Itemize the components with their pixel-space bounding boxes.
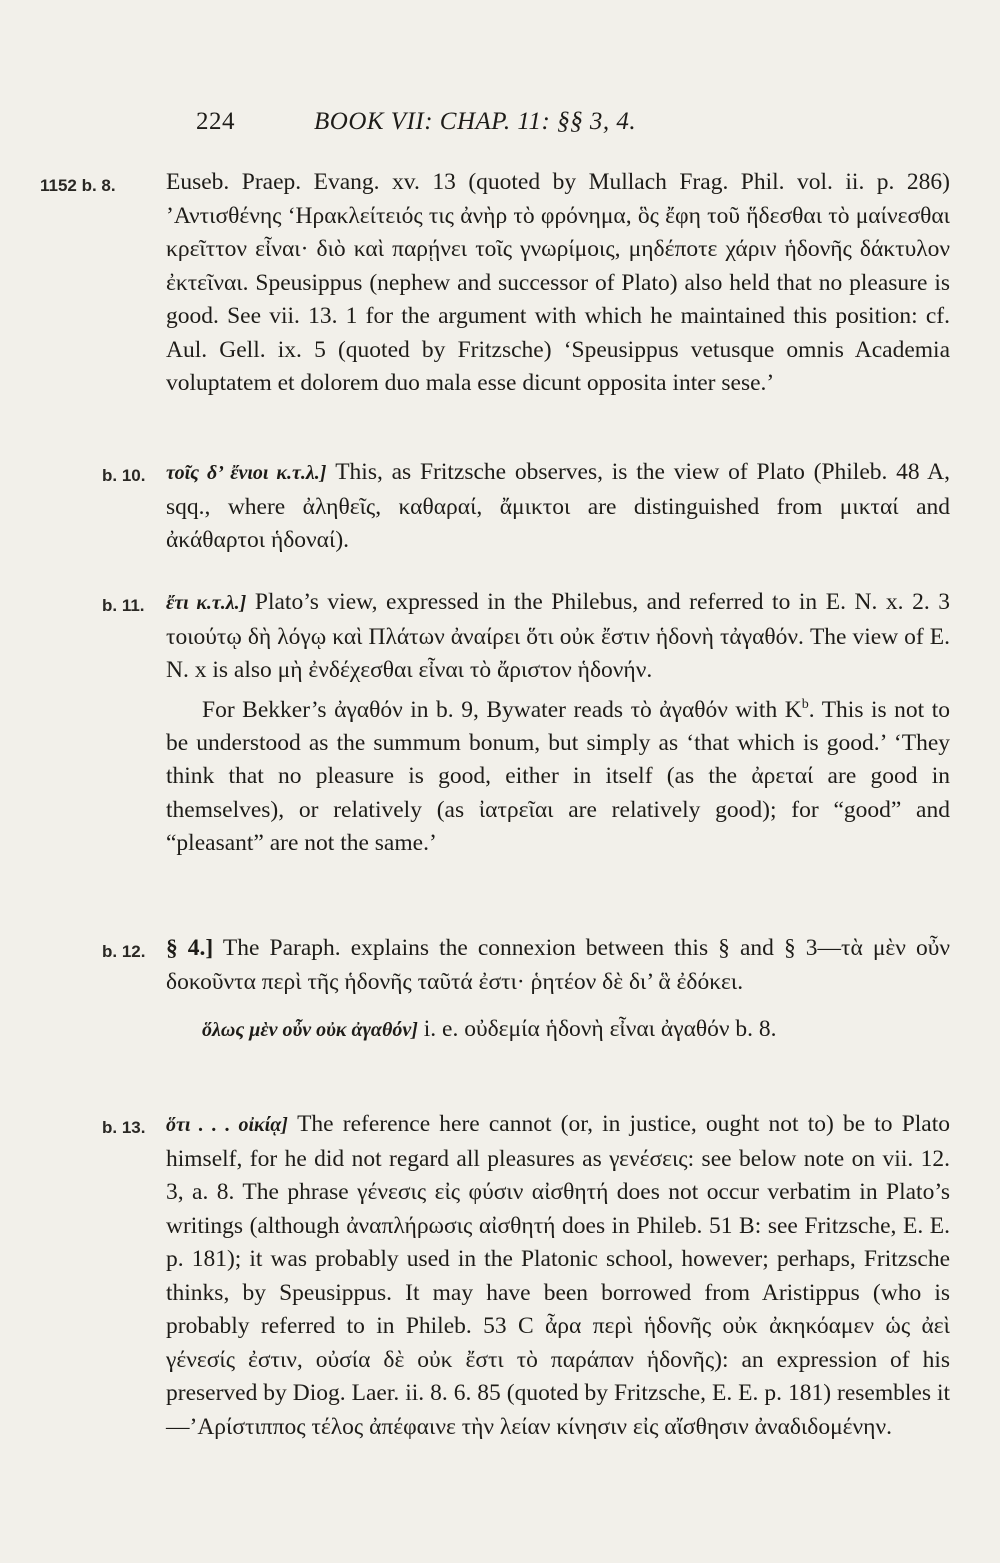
note-reference: 1152 b. 8. xyxy=(40,176,116,195)
running-title: BOOK VII: CHAP. 11: §§ 3, 4. xyxy=(314,108,637,135)
note-body xyxy=(166,586,950,861)
note-reference: b. 10. xyxy=(102,466,146,485)
note-lemma: τοῖς δ’ ἔνιοι κ.τ.λ.] xyxy=(166,462,327,484)
note-text: This, as Fritzsche observes, is the view of Plato (Phileb. 48 A, sqq., where ἀληθεῖς, καθαραί, ἄμικτοι are distinguished from μικταί and ἀκάθαρτοι ἡδοναί). xyxy=(166,459,950,553)
note-text: The Paraph. explains the connexion between this § and § 3—τὰ μὲν οὖν δοκοῦντα περὶ τῆς ἡδονῆς ταῦτά ἐστι· ῥητέον δὲ δι’ ἃ ἐδόκει. xyxy=(166,935,950,995)
note-text: Plato’s view, expressed in the Philebus, and referred to in E. N. x. 2. 3 τοιούτῳ δὴ λόγῳ καὶ Πλάτων ἀναίρει ὅτι οὐκ ἔστιν ἡδονὴ τἀγαθόν. The view of E. N. x is also μὴ ἐνδέχεσθαι εἶναι τὸ ἄριστον ἡδονήν. xyxy=(166,589,950,683)
manuscript-siglum: b xyxy=(801,696,809,712)
note-lemma: ἔτι κ.τ.λ.] xyxy=(166,592,247,614)
note-body xyxy=(166,932,950,1048)
note-lemma: ὅτι . . . οἰκίᾳ] xyxy=(166,1114,288,1136)
note-reference: b. 13. xyxy=(102,1118,146,1137)
note-text: Euseb. Praep. Evang. xv. 13 (quoted by Mullach Frag. Phil. vol. ii. p. 286) ’Αντισθένης ‘Ηρακλείτειός τις ἀνὴρ τὸ φρόνημα, ὃς ἔφη τοῦ ἥδεσθαι τὸ μαίνεσθαι κρεῖττον εἶναι· διὸ καὶ παρῄνει τοῖς γνωρίμοις, μηδέποτε χάριν ἡδονῆς δάκτυλον ἐκτεῖναι. Speusippus (nephew and successor of Plato) also held that no pleasure is good. See vii. 13. 1 for the argument with which he maintained this position: cf. Aul. Gell. ix. 5 (quoted by Fritzsche) ‘Speusippus vetusque omnis Academia voluptatem et dolorem duo mala esse dicunt opposita inter sese.’ xyxy=(166,169,950,396)
note-lemma: § 4.] xyxy=(166,935,214,961)
note-text-secondary: i. e. οὐδεμία ἡδονὴ εἶναι ἀγαθόν b. 8. xyxy=(423,1016,777,1042)
note-body xyxy=(166,166,950,401)
note-text: The reference here cannot (or, in justice, ought not to) be to Plato himself, for he did not regard all pleasures as γενέσεις: see below note on vii. 12. 3, a. 8. The phrase γένεσις εἰς φύσιν αἰσθητή does not occur verbatim in Plato’s writings (although ἀναπλήρωσις αἰσθητή does in Phileb. 51 B: see Fritzsche, E. E. p. 181); it was probably used in the Platonic school, however; perhaps, Fritzsche thinks, by Speusippus. It may have been borrowed from Aristippus (who is probably referred to in Phileb. 53 C ἆρα περὶ ἡδονῆς οὐκ ἀκηκόαμεν ὡς ἀεὶ γένεσίς ἐστιν, οὐσία δὲ οὐκ ἔστι τὸ παράπαν ἡδονῆς): an expression of his preserved by Diog. Laer. ii. 8. 6. 85 (quoted by Fritzsche, E. E. p. 181) resembles it—’Αρίστιππος τέλος ἀπέφαινε τὴν λείαν κίνησιν εἰς αἴσθησιν ἀναδιδομένην. xyxy=(166,1111,950,1440)
note-text-continued-rest: . This is not to be understood as the summum bonum, but simply as ‘that which is good.’ ‘They think that no pleasure is good, either in itself (as the ἀρεταί are good in themselves), or relatively (as ἰατρεῖαι are relatively good); for “good” and “pleasant” are not the same.’ xyxy=(166,696,951,857)
note-lemma-secondary: ὅλως μὲν οὖν οὐκ ἀγαθόν] xyxy=(202,1019,418,1041)
note-body xyxy=(166,456,950,558)
note-reference: b. 12. xyxy=(102,942,146,961)
note-reference: b. 11. xyxy=(102,596,145,615)
page-number: 224 xyxy=(196,108,235,135)
note-text-continued: For Bekker’s ἀγαθόν in b. 9, Bywater reads τὸ ἀγαθόν with K xyxy=(202,696,802,723)
note-body xyxy=(166,1108,950,1444)
